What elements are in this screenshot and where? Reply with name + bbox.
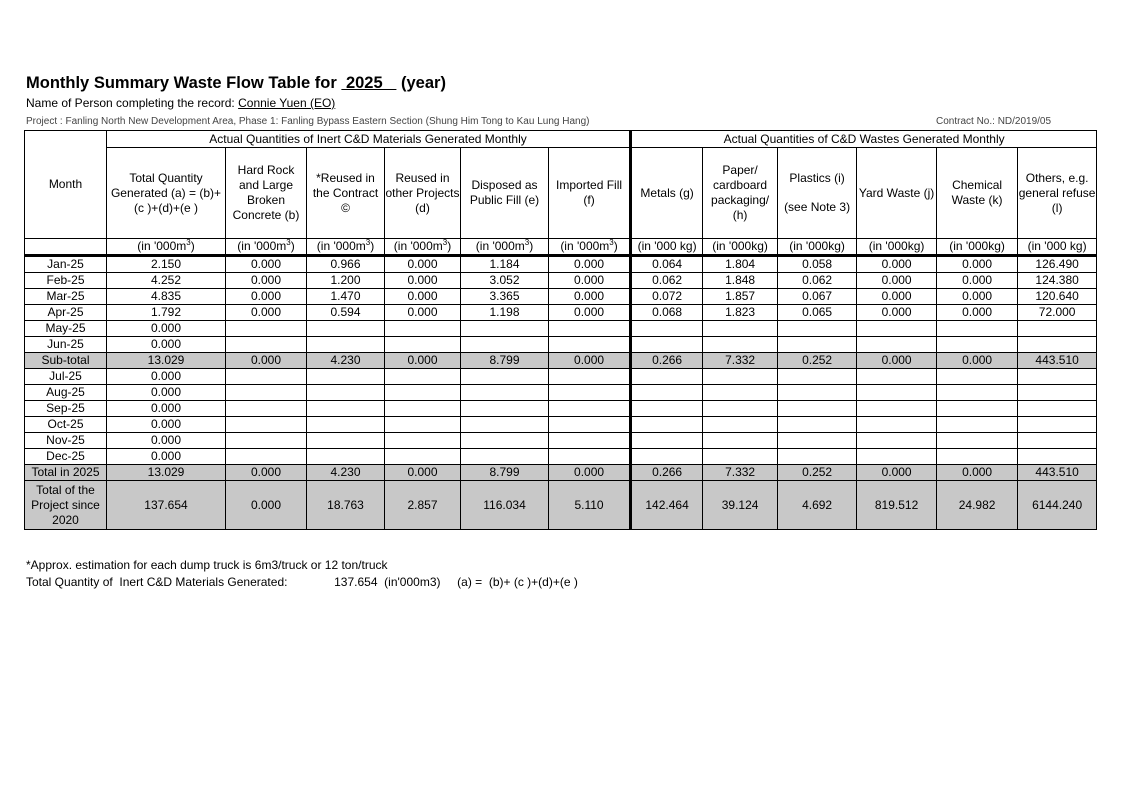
table-cell	[937, 321, 1018, 337]
table-cell: 0.000	[107, 385, 226, 401]
col-header-h: Paper/ cardboard packaging/ (h)	[703, 148, 778, 239]
table-cell: 18.763	[307, 481, 385, 530]
table-cell	[857, 449, 937, 465]
table-cell: 0.000	[385, 465, 461, 481]
title-year: 2025	[341, 74, 397, 92]
row-label: May-25	[25, 321, 107, 337]
table-cell: 8.799	[461, 353, 549, 369]
unit-cell: (in '$000m^3$)	[226, 239, 307, 256]
table-cell: 0.058	[778, 256, 857, 273]
month-header: Month	[25, 131, 107, 239]
unit-cell: (in '000kg)	[937, 239, 1018, 256]
table-cell: 137.654	[107, 481, 226, 530]
table-row	[25, 433, 1097, 449]
table-cell	[307, 385, 385, 401]
table-cell	[1018, 401, 1097, 417]
unit-cell: (in '000kg)	[778, 239, 857, 256]
table-cell: 0.266	[631, 353, 703, 369]
table-row	[25, 337, 1097, 353]
table-cell: 0.000	[107, 369, 226, 385]
contract-number: Contract No.: ND/2019/05	[936, 116, 1052, 127]
row-label: Sub-total	[25, 353, 107, 369]
col-header-f: Imported Fill (f)	[549, 148, 631, 239]
table-cell	[549, 401, 631, 417]
table-cell	[631, 385, 703, 401]
table-cell	[703, 337, 778, 353]
note-total-inert: Total Quantity of Inert C&D Materials Generated: 137.654 (in'000m3) (a) = (b)+ (c )+(d)+(e )	[26, 575, 578, 589]
table-cell: 7.332	[703, 353, 778, 369]
table-cell	[307, 337, 385, 353]
table-cell: 0.594	[307, 305, 385, 321]
table-cell	[857, 321, 937, 337]
table-cell: 6144.240	[1018, 481, 1097, 530]
table-cell	[857, 401, 937, 417]
table-cell: 1.184	[461, 256, 549, 273]
row-label: Apr-25	[25, 305, 107, 321]
table-cell	[549, 337, 631, 353]
table-cell: 120.640	[1018, 289, 1097, 305]
table-cell: 4.252	[107, 273, 226, 289]
row-label: Total of the Project since 2020	[25, 481, 107, 530]
table-cell: 39.124	[703, 481, 778, 530]
table-cell	[307, 321, 385, 337]
table-cell: 1.792	[107, 305, 226, 321]
table-cell: 2.857	[385, 481, 461, 530]
table-cell	[778, 337, 857, 353]
unit-cell: (in '$000m^3$)	[307, 239, 385, 256]
table-cell	[461, 369, 549, 385]
unit-cell: (in '000kg)	[703, 239, 778, 256]
table-row	[25, 449, 1097, 465]
unit-cell: (in '$000m^3$)	[549, 239, 631, 256]
table-cell: 0.000	[937, 256, 1018, 273]
table-cell	[631, 449, 703, 465]
title-suffix: (year)	[396, 74, 446, 92]
table-row	[25, 353, 1097, 369]
table-cell	[1018, 385, 1097, 401]
table-cell	[385, 433, 461, 449]
unit-cell: (in '$000m^3$)	[385, 239, 461, 256]
table-cell	[461, 417, 549, 433]
table-cell: 8.799	[461, 465, 549, 481]
row-label: Mar-25	[25, 289, 107, 305]
table-cell: 0.000	[385, 305, 461, 321]
table-cell	[549, 449, 631, 465]
table-cell: 0.000	[107, 433, 226, 449]
table-cell: 0.000	[857, 465, 937, 481]
table-cell	[703, 401, 778, 417]
table-cell: 0.000	[107, 337, 226, 353]
table-cell: 0.068	[631, 305, 703, 321]
table-cell: 0.000	[857, 273, 937, 289]
table-cell	[461, 401, 549, 417]
table-cell	[937, 401, 1018, 417]
table-cell: 116.034	[461, 481, 549, 530]
table-cell	[778, 417, 857, 433]
table-cell: 0.065	[778, 305, 857, 321]
col-header-e: Disposed as Public Fill (e)	[461, 148, 549, 239]
note-truck-estimate: *Approx. estimation for each dump truck is 6m3/truck or 12 ton/truck	[26, 558, 388, 572]
table-cell	[385, 417, 461, 433]
table-cell	[631, 321, 703, 337]
table-cell	[778, 369, 857, 385]
person-line	[26, 96, 335, 110]
table-cell: 0.000	[385, 273, 461, 289]
table-cell: 0.000	[857, 289, 937, 305]
table-cell	[1018, 417, 1097, 433]
row-label: Jan-25	[25, 256, 107, 273]
table-cell: 72.000	[1018, 305, 1097, 321]
table-cell: 0.000	[857, 353, 937, 369]
table-cell	[549, 369, 631, 385]
table-cell: 0.072	[631, 289, 703, 305]
col-header-c: *Reused in the Contract ©	[307, 148, 385, 239]
table-cell	[1018, 321, 1097, 337]
unit-cell: (in '$000m^3$)	[107, 239, 226, 256]
table-cell	[461, 321, 549, 337]
table-cell: 0.000	[937, 305, 1018, 321]
table-cell	[1018, 369, 1097, 385]
table-cell: 0.000	[937, 353, 1018, 369]
table-cell: 7.332	[703, 465, 778, 481]
table-cell: 0.000	[107, 321, 226, 337]
project-line: Project : Fanling North New Development Area, Phase 1: Fanling Bypass Eastern Section (Shung Him Tong to Kau Lung Hang)	[26, 116, 590, 127]
table-cell: 0.000	[226, 289, 307, 305]
table-cell	[307, 401, 385, 417]
table-cell	[778, 321, 857, 337]
table-cell	[703, 369, 778, 385]
row-label: Jul-25	[25, 369, 107, 385]
col-header-i	[778, 148, 857, 239]
table-cell	[307, 449, 385, 465]
table-cell: 13.029	[107, 353, 226, 369]
table-cell: 0.000	[937, 289, 1018, 305]
table-cell	[307, 369, 385, 385]
table-cell	[461, 433, 549, 449]
table-cell: 0.000	[107, 417, 226, 433]
table-cell: 0.000	[226, 353, 307, 369]
table-cell	[857, 417, 937, 433]
table-cell: 0.000	[549, 305, 631, 321]
table-row	[25, 417, 1097, 433]
col-header-a: Total Quantity Generated (a) = (b)+ (c )+(d)+(e )	[107, 148, 226, 239]
table-row	[25, 289, 1097, 305]
unit-cell: (in '$000m^3$)	[461, 239, 549, 256]
table-cell: 1.470	[307, 289, 385, 305]
table-cell	[703, 385, 778, 401]
table-cell	[937, 449, 1018, 465]
table-cell: 443.510	[1018, 353, 1097, 369]
table-cell	[1018, 433, 1097, 449]
table-row	[25, 401, 1097, 417]
table-cell: 0.000	[857, 256, 937, 273]
table-cell	[631, 337, 703, 353]
unit-cell: (in '000 kg)	[1018, 239, 1097, 256]
title-prefix: Monthly Summary Waste Flow Table for	[26, 74, 342, 92]
table-cell	[937, 433, 1018, 449]
table-cell	[937, 369, 1018, 385]
table-cell	[857, 369, 937, 385]
table-cell	[778, 449, 857, 465]
table-cell: 0.000	[226, 305, 307, 321]
table-cell	[385, 385, 461, 401]
table-cell: 0.000	[549, 289, 631, 305]
group-header-row	[25, 131, 1097, 148]
table-row	[25, 369, 1097, 385]
table-cell	[703, 321, 778, 337]
table-cell: 0.000	[549, 273, 631, 289]
table-cell	[307, 417, 385, 433]
table-row	[25, 321, 1097, 337]
inert-group-header: Actual Quantities of Inert C&D Materials Generated Monthly	[107, 131, 631, 148]
col-header-j: Yard Waste (j)	[857, 148, 937, 239]
table-cell	[461, 337, 549, 353]
table-cell: 0.000	[385, 289, 461, 305]
table-cell	[226, 321, 307, 337]
table-cell: 1.198	[461, 305, 549, 321]
table-cell: 4.230	[307, 465, 385, 481]
table-cell	[549, 385, 631, 401]
unit-cell-month	[25, 239, 107, 256]
table-cell: 2.150	[107, 256, 226, 273]
table-cell	[778, 385, 857, 401]
col-header-b: Hard Rock and Large Broken Concrete (b)	[226, 148, 307, 239]
table-cell: 1.200	[307, 273, 385, 289]
table-cell	[937, 337, 1018, 353]
table-cell: 1.857	[703, 289, 778, 305]
row-label: Aug-25	[25, 385, 107, 401]
table-cell	[461, 385, 549, 401]
table-cell: 24.982	[937, 481, 1018, 530]
table-cell	[703, 449, 778, 465]
table-cell: 1.823	[703, 305, 778, 321]
person-name: Connie Yuen (EO)	[238, 96, 336, 110]
col-header-k: Chemical Waste (k)	[937, 148, 1018, 239]
table-cell	[1018, 337, 1097, 353]
page-title	[26, 74, 446, 93]
table-row	[25, 481, 1097, 530]
column-header-row	[25, 148, 1097, 239]
table-cell: 126.490	[1018, 256, 1097, 273]
col-header-i-note: (see Note 3)	[784, 200, 851, 214]
row-label: Total in 2025	[25, 465, 107, 481]
table-cell	[631, 369, 703, 385]
table-cell: 1.804	[703, 256, 778, 273]
person-label: Name of Person completing the record:	[26, 96, 239, 110]
row-label: Jun-25	[25, 337, 107, 353]
table-cell	[385, 321, 461, 337]
unit-cell: (in '000kg)	[857, 239, 937, 256]
table-cell	[549, 433, 631, 449]
table-cell	[857, 385, 937, 401]
table-cell	[226, 385, 307, 401]
table-cell	[307, 433, 385, 449]
table-cell: 4.835	[107, 289, 226, 305]
table-cell: 5.110	[549, 481, 631, 530]
table-cell: 0.000	[226, 465, 307, 481]
table-cell	[226, 449, 307, 465]
table-cell	[631, 401, 703, 417]
table-cell: 0.064	[631, 256, 703, 273]
table-cell: 0.966	[307, 256, 385, 273]
col-header-l: Others, e.g. general refuse (l)	[1018, 148, 1097, 239]
table-cell: 0.000	[385, 256, 461, 273]
row-label: Oct-25	[25, 417, 107, 433]
col-header-g: Metals (g)	[631, 148, 703, 239]
unit-cell: (in '000 kg)	[631, 239, 703, 256]
table-cell: 0.000	[385, 353, 461, 369]
table-cell: 0.000	[226, 256, 307, 273]
table-cell	[385, 337, 461, 353]
table-cell: 0.252	[778, 353, 857, 369]
table-cell: 0.000	[107, 449, 226, 465]
table-cell: 13.029	[107, 465, 226, 481]
table-cell	[631, 417, 703, 433]
table-cell: 0.266	[631, 465, 703, 481]
table-cell	[857, 337, 937, 353]
table-row	[25, 256, 1097, 273]
table-cell: 0.000	[857, 305, 937, 321]
table-cell: 0.000	[226, 273, 307, 289]
table-cell	[226, 417, 307, 433]
table-cell: 3.365	[461, 289, 549, 305]
table-row	[25, 305, 1097, 321]
table-cell	[631, 433, 703, 449]
table-cell	[549, 321, 631, 337]
unit-row	[25, 239, 1097, 256]
row-label: Dec-25	[25, 449, 107, 465]
table-cell	[703, 417, 778, 433]
row-label: Feb-25	[25, 273, 107, 289]
table-cell: 0.000	[549, 353, 631, 369]
table-cell	[226, 337, 307, 353]
table-row	[25, 465, 1097, 481]
row-label: Nov-25	[25, 433, 107, 449]
table-cell	[937, 385, 1018, 401]
table-cell: 0.062	[631, 273, 703, 289]
table-cell: 0.252	[778, 465, 857, 481]
table-cell: 124.380	[1018, 273, 1097, 289]
table-cell: 0.000	[226, 481, 307, 530]
table-cell	[385, 449, 461, 465]
row-label: Sep-25	[25, 401, 107, 417]
table-cell	[857, 433, 937, 449]
table-cell: 0.000	[937, 465, 1018, 481]
table-cell	[226, 369, 307, 385]
table-cell: 0.000	[937, 273, 1018, 289]
table-cell: 0.000	[549, 465, 631, 481]
table-cell: 4.230	[307, 353, 385, 369]
table-cell	[461, 449, 549, 465]
table-cell	[1018, 449, 1097, 465]
waste-group-header: Actual Quantities of C&D Wastes Generated Monthly	[631, 131, 1097, 148]
table-row	[25, 273, 1097, 289]
table-cell	[778, 401, 857, 417]
table-cell	[937, 417, 1018, 433]
col-header-d: Reused in other Projects (d)	[385, 148, 461, 239]
table-cell: 1.848	[703, 273, 778, 289]
table-cell: 0.000	[549, 256, 631, 273]
waste-flow-table	[24, 130, 1097, 530]
table-cell: 0.062	[778, 273, 857, 289]
table-cell: 819.512	[857, 481, 937, 530]
col-header-i-label: Plastics (i)	[789, 171, 845, 185]
table-cell: 443.510	[1018, 465, 1097, 481]
table-cell	[385, 369, 461, 385]
table-cell: 142.464	[631, 481, 703, 530]
table-cell	[226, 401, 307, 417]
table-cell: 3.052	[461, 273, 549, 289]
table-cell: 0.000	[107, 401, 226, 417]
table-cell	[549, 417, 631, 433]
table-cell: 4.692	[778, 481, 857, 530]
table-cell	[385, 401, 461, 417]
table-cell	[226, 433, 307, 449]
table-cell: 0.067	[778, 289, 857, 305]
table-cell	[703, 433, 778, 449]
table-row	[25, 385, 1097, 401]
table-cell	[778, 433, 857, 449]
